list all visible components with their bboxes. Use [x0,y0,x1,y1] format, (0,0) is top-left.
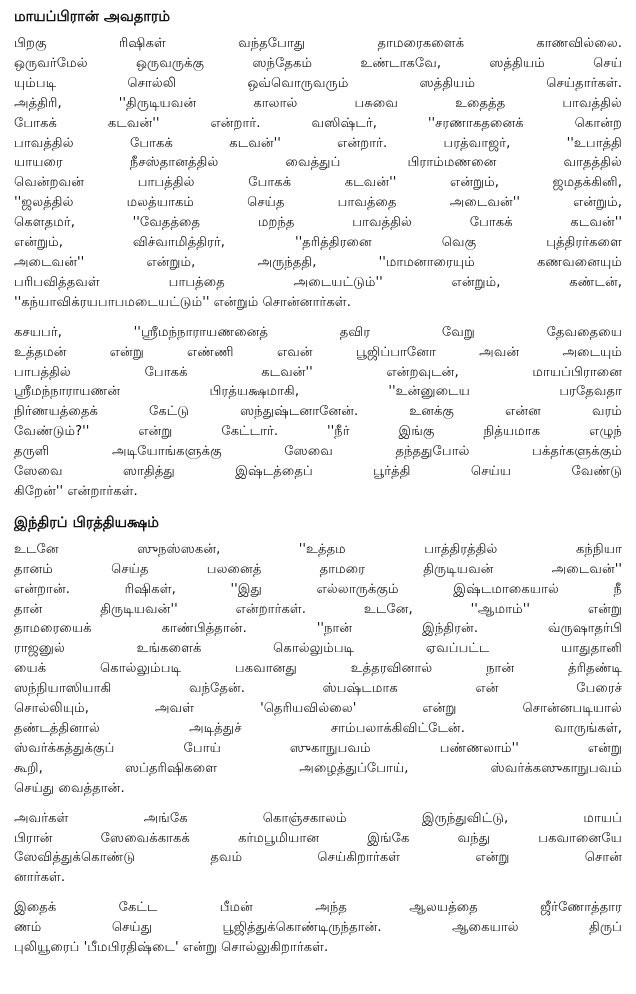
text-line: வேண்டும்?'' என்று கேட்டார். ''நீர் இங்கு நித்யமாக எழுந் [14,424,622,440]
text-line: சொல்லியும், அவள் 'தெரியவில்லை' என்று சொன்னபடியால் [14,701,622,717]
text-line: பிறகு ரிஷிகள் வந்தபோது தாமரைகளைக் காணவில்லை. [14,36,622,51]
text-line: ஸ்ரீமந்நாராயணன் பிரத்யக்ஷமாகி, ''உன்னுடைய பரதேவதா [14,384,622,400]
text-line: ராஜனுல் உங்களைக் கொல்லும்படி ஏவப்பட்ட யாதுதானி [14,641,622,657]
text-line: செய்து வைத்தான். [14,780,125,796]
text-line: என்றான். ரிஷிகள், ''இது எல்லாருக்கும் இஷ்டமாகையால் நீ [14,581,622,597]
paragraph-rishis-oaths [14,34,622,313]
section-heading-mayappiran: மாயப்பிரான் அவதாரம் [14,9,171,25]
text-line: யைக் கொல்லும்படி பகவானது உத்தரவினால் நான் த்ரிதண்டி [14,661,622,677]
text-line: தாமரையைக் காண்பித்தான். ''நான் இந்திரன். வ்ருஷாதர்பி [14,621,622,637]
text-line: இதைக் கேட்ட பீமன் அந்த ஆலயத்தை ஜீர்ணோத்தார [14,900,622,916]
section-heading-indra: இந்திரப் பிரத்தியக்ஷம் [14,514,159,531]
text-line: போகக் கடவன்'' என்றார். வஸிஷ்டர், ''சரணாகதனைக் கொன்ற [14,115,622,131]
text-line: பாபத்தில் போகக் கடவன்'' என்றவுடன், மாயப்பிரானை [14,364,622,380]
text-line: னார்கள். [14,870,66,886]
text-line: நிர்ணயத்தைக் கேட்டு ஸந்துஷ்டனானேன். உனக்கு என்ன வரம் [14,404,622,420]
text-line: ணம் செய்து பூஜித்துக்கொண்டிருந்தான். ஆகையால் திருப் [14,920,622,936]
text-line: வென்றவன் பாபத்தில் போகக் கடவன்'' என்றும், ஜமதக்கினி, [14,175,622,191]
paragraph-kashyapa-vision [14,323,622,502]
text-line: கௌதமர், ''வேதத்தை மறந்த பாவத்தில் போகக் கடவன்'' [14,215,622,231]
text-line: கூறி, ஸப்தரிஷிகளை அழைத்துப்போய், ஸ்வர்க்கஸுகாநுபவம் [14,760,622,776]
paragraph-bhima-renovation [14,898,622,958]
text-line: தான் திருடியவன்'' என்றார்கள். உடனே, ''ஆமாம்'' என்று [14,601,622,617]
text-line: கிறேன்'' என்றார்கள். [14,483,138,499]
text-line: பிரான் ஸேவைக்காகக் கர்மபூமியான இங்கே வந்து பகவானையே [14,830,622,846]
text-line: ஸேவை ஸாதித்து இஷ்டத்தைப் பூர்த்தி செய்ய வேண்டு [14,464,622,480]
text-line: பரிபவித்தவள் பாபத்தை அடையட்டும்'' என்றும், கண்டன், [14,274,622,290]
text-line: யாயரை நீசஸ்தானத்தில் வைத்துப் பிராம்மணனை வாதத்தில் [14,155,622,171]
text-line: கசயபர், ''ஸ்ரீமந்நாராயணனைத் தவிர வேறு தேவதையை [14,324,622,340]
text-line: தருளி அடியோங்களுக்கு ஸேவை தந்ததுபோல் பக்தர்களுக்கும் [14,444,622,460]
text-line: ஸேவித்துக்கொண்டு தவம் செய்கிறார்கள் என்று சொன் [14,850,622,866]
text-line: அவர்கள் அங்கே கொஞ்சகாலம் இருந்துவிட்டு, மாயப் [14,810,622,826]
text-line: பாவத்தில் போகக் கடவன்'' என்றார். பரத்வாஜர், ''உபாத்தி [14,135,622,151]
text-line: தானம் செய்த பலனைத் தாமரை திருடியவன் அடைவன்'' [14,561,622,577]
text-line: உடனே ஸுநஸ்ஸகன், ''உத்தம பாத்திரத்தில் கந்நியா [14,541,622,557]
text-line: அத்திரி, ''திருடியவன் காலால் பசுவை உதைத்த பாவத்தில் [14,95,622,111]
text-line: ஒருவர்மேல் ஒருவருக்கு ஸந்தேகம் உண்டாகவே, ஸத்தியம் செய் [14,55,622,71]
text-line: அடைவன்'' என்றும், அருந்ததி, ''மாமனாரையும் கணவனையும் [14,254,622,270]
text-line: ''ஜலத்தில் மலத்யாகம் செய்த பாவத்தை அடைவன்'' என்றும், [14,195,622,211]
text-line: ஸ்வர்க்கத்துக்குப் போய் ஸுகாநுபவம் பண்ணலாம்'' என்று [14,740,622,756]
text-line: ஸந்நியாஸியாகி வந்தேன். ஸ்பஷ்டமாக என் பேரைச் [14,681,622,697]
paragraph-indra-reveal [14,540,622,799]
text-line: தண்டத்தினால் அடித்துச் சாம்பலாக்கிவிட்டேன். வாருங்கள், [14,721,622,736]
text-line: புலியூரைப் 'பீமபிரதிஷ்டை' என்று சொல்லுகிறார்கள். [14,940,329,956]
text-line: யும்படி சொல்லி ஒவ்வொருவரும் ஸத்தியம் செய்தார்கள். [14,75,622,91]
text-line: ''கந்யாவிக்ரயபாபமடையட்டும்'' என்றும் சொன்னார்கள். [14,294,351,310]
text-line: என்றும், விச்வாமித்திரர், ''தரித்திரனை வெகு புத்திரர்களை [14,235,622,251]
text-line: உத்தமன் என்று எண்ணி எவன் பூஜிப்பானோ அவன் அடையும் [14,344,622,360]
paragraph-rishis-penance [14,809,622,889]
